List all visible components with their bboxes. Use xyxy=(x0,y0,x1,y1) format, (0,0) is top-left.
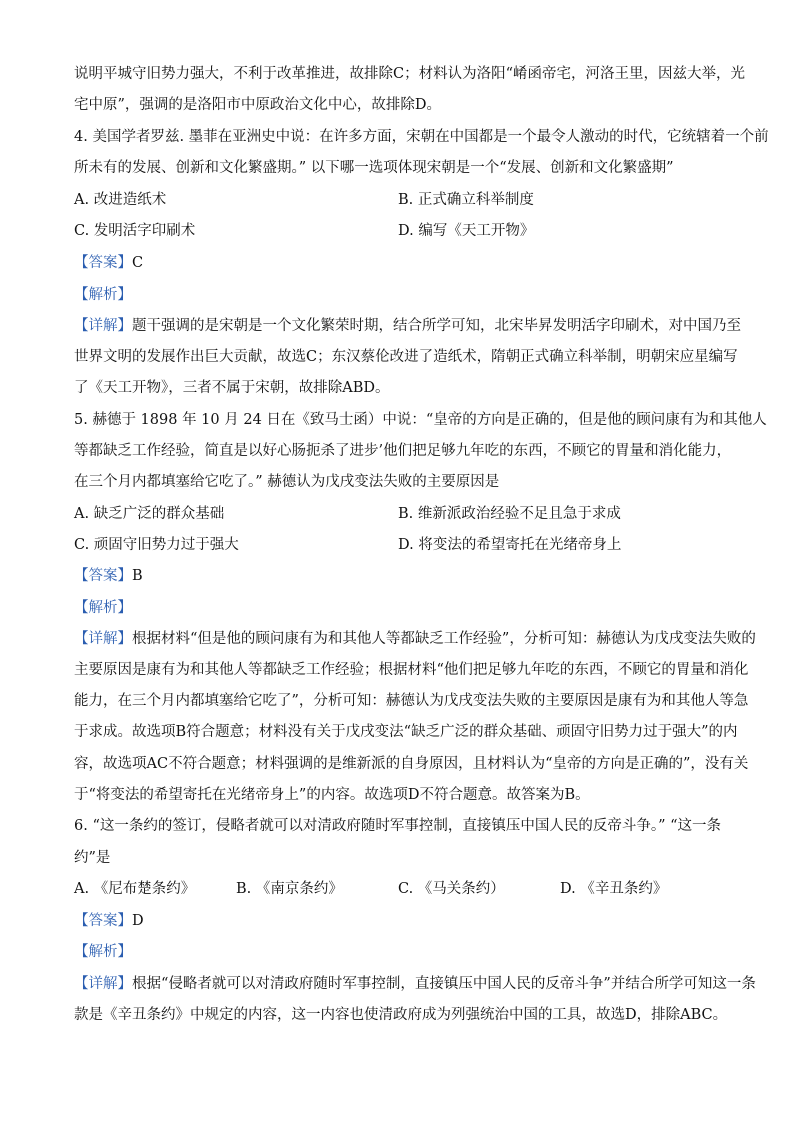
q4-detail: 了《天工开物》，三者不属于宋朝，故排除ABD。 xyxy=(74,380,390,396)
text-line: 宅中原”，强调的是洛阳市中原政治文化中心，故排除D。 xyxy=(74,97,442,113)
question-6-stem: 约”是 xyxy=(74,850,111,866)
q6-detail: 款是《辛丑条约》中规定的内容，这一内容也使清政府成为列强统治中国的工具，故选D，排除ABC。 xyxy=(74,1007,728,1023)
q5-answer xyxy=(74,566,143,586)
answer-value: B xyxy=(132,568,143,584)
q4-option-d: D. 编写《天工开物》 xyxy=(398,223,535,239)
question-5-stem: 5. 赫德于 1898 年 10 月 24 日在《致马士函）中说：“皇帝的方向是正确的，但是他的顾问康有为和其他人 xyxy=(74,412,767,428)
q6-option-c: C. 《马关条约） xyxy=(398,881,505,897)
answer-tag: 【答案】 xyxy=(74,568,132,584)
q4-detail: 【详解】题干强调的是宋朝是一个文化繁荣时期，结合所学可知，北宋毕昇发明活字印刷术，对中国乃至 xyxy=(74,318,741,334)
q6-option-a: A. 《尼布楚条约》 xyxy=(74,881,196,897)
detail-tag: 【详解】 xyxy=(74,318,132,334)
q4-answer xyxy=(74,253,143,273)
answer-value: C xyxy=(132,255,144,271)
answer-value: D xyxy=(132,913,144,929)
question-5-stem: 在三个月内都填塞给它吃了。” 赫德认为戊戌变法失败的主要原因是 xyxy=(74,474,500,490)
q6-answer xyxy=(74,911,144,931)
q5-option-d: D. 将变法的希望寄托在光绪帝身上 xyxy=(398,537,622,553)
q6-detail: 【详解】根据“侵略者就可以对清政府随时军事控制，直接镇压中国人民的反帝斗争”并结合所学可知这一条 xyxy=(74,976,756,992)
q4-detail: 世界文明的发展作出巨大贡献，故选C；东汉蔡伦改进了造纸术，隋朝正式确立科举制，明朝宋应星编写 xyxy=(74,349,738,365)
q4-option-a: A. 改进造纸术 xyxy=(74,192,167,208)
q4-option-c: C. 发明活字印刷术 xyxy=(74,223,196,239)
q5-detail: 能力，在三个月内都填塞给它吃了”，分析可知：赫德认为戊戌变法失败的主要原因是康有为和其他人等急 xyxy=(74,693,749,709)
detail-tag: 【详解】 xyxy=(74,631,132,647)
q5-option-b: B. 维新派政治经验不足且急于求成 xyxy=(398,506,621,522)
q5-detail: 主要原因是康有为和其他人等都缺乏工作经验；根据材料“他们把足够九年吃的东西，不顾它的胃量和消化 xyxy=(74,662,749,678)
q6-option-b: B. 《南京条约》 xyxy=(236,881,343,897)
question-4-stem: 所未有的发展、创新和文化繁盛期。” 以下哪一选项体现宋朝是一个“发展、创新和文化繁盛期” xyxy=(74,160,674,176)
question-4-stem: 4. 美国学者罗兹. 墨菲在亚洲史中说：在许多方面，宋朝在中国都是一个最令人激动的时代，它统辖着一个前 xyxy=(74,129,769,145)
q5-detail: 于求成。故选项B符合题意；材料没有关于戊戌变法“缺乏广泛的群众基础、顽固守旧势力过于强大”的内 xyxy=(74,724,738,740)
q6-analysis-tag: 【解析】 xyxy=(74,944,132,960)
q5-detail: 于“将变法的希望寄托在光绪帝身上”的内容。故选项D不符合题意。故答案为B。 xyxy=(74,787,590,803)
q5-detail: 容，故选项AC不符合题意；材料强调的是维新派的自身原因，且材料认为“皇帝的方向是正确的”，没有关 xyxy=(74,756,749,772)
answer-tag: 【答案】 xyxy=(74,255,132,271)
q5-option-c: C. 顽固守旧势力过于强大 xyxy=(74,537,239,553)
q4-option-b: B. 正式确立科举制度 xyxy=(398,192,534,208)
q5-analysis-tag: 【解析】 xyxy=(74,600,132,616)
q5-detail: 【详解】根据材料“但是他的顾问康有为和其他人等都缺乏工作经验”，分析可知：赫德认为戊戌变法失败的 xyxy=(74,631,756,647)
q4-analysis-tag: 【解析】 xyxy=(74,287,132,303)
question-5-stem: 等都缺乏工作经验，简直是以好心肠扼杀了进步’他们把足够九年吃的东西，不顾它的胃量和消化能力， xyxy=(74,443,732,459)
question-6-stem: 6. “这一条约的签订，侵略者就可以对清政府随时军事控制，直接镇压中国人民的反帝斗争。” “这一条 xyxy=(74,818,722,834)
text-line: 说明平城守旧势力强大，不利于改革推进，故排除C；材料认为洛阳“崤函帝宅，河洛王里，因兹大举，光 xyxy=(74,66,746,82)
detail-tag: 【详解】 xyxy=(74,976,132,992)
answer-tag: 【答案】 xyxy=(74,913,132,929)
q6-option-d: D. 《辛丑条约》 xyxy=(560,881,668,897)
q5-option-a: A. 缺乏广泛的群众基础 xyxy=(74,506,225,522)
